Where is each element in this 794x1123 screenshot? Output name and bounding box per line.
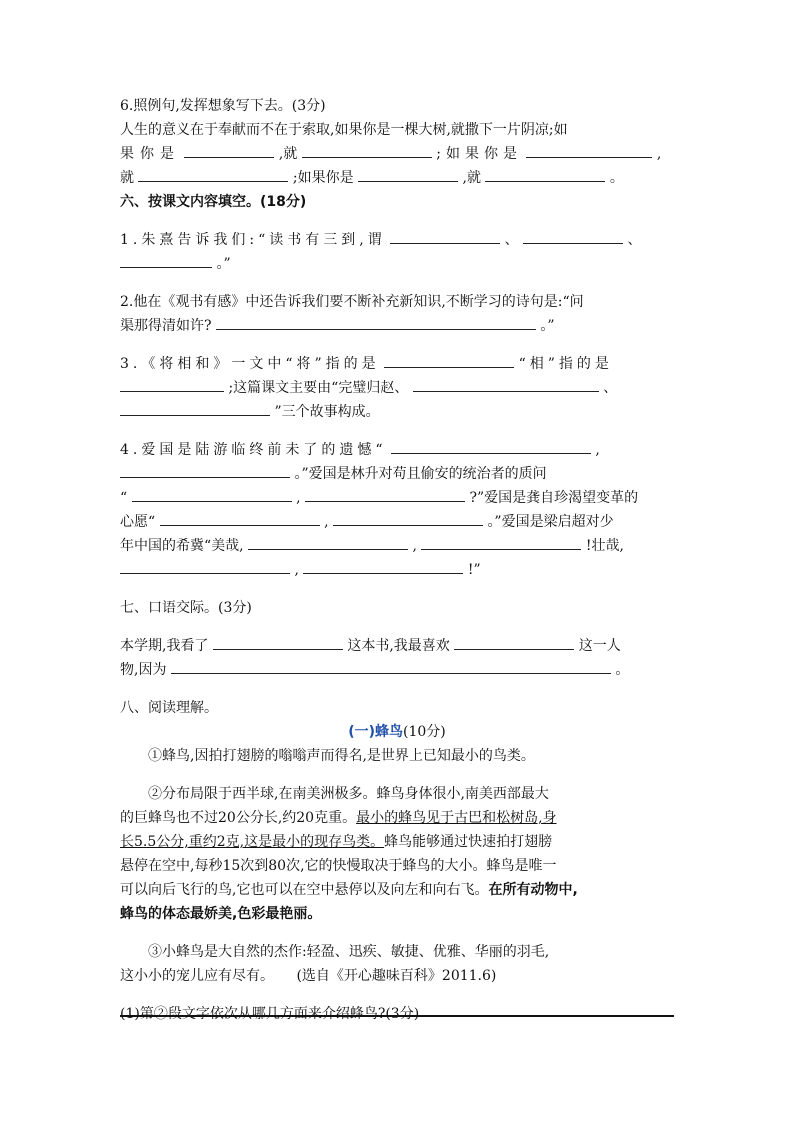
s6-q4-cont4 — [120, 534, 674, 558]
s6-q3-text: 3.《将相和》一文中“将”指的是 — [120, 356, 380, 372]
passage-text: 蜂鸟能够通过快速拍打翅膀 — [384, 834, 553, 850]
answer-blank[interactable] — [526, 143, 652, 158]
passage-text: 可以向后飞行的鸟,它也可以在空中悬停以及向左和向右飞。 — [120, 882, 489, 898]
section-8-heading: 八、阅读理解。 — [120, 700, 218, 716]
answer-blank[interactable] — [248, 535, 408, 550]
answer-blank[interactable] — [120, 377, 224, 392]
s6-q1-text: 1.朱熹告诉我们:“读书有三到,谓 — [120, 232, 386, 248]
answer-blank[interactable] — [333, 511, 483, 526]
passage-title — [120, 720, 674, 744]
s7-line2 — [120, 658, 674, 682]
s6-q4-text: !” — [467, 562, 481, 578]
answer-line[interactable] — [120, 1015, 674, 1017]
s6-q3-cont — [120, 376, 674, 400]
q6-text: ,就 — [462, 170, 481, 186]
passage-source: (选自《开心趣味百科》2011.6) — [296, 968, 497, 984]
s6-q1-text: 、 — [627, 232, 642, 248]
s6-q4-text: , — [412, 538, 417, 554]
s6-q3-text: ”三个故事构成。 — [274, 404, 380, 420]
bold-sentence: 在所有动物中, — [488, 882, 578, 898]
passage-paragraph-2 — [120, 878, 674, 902]
s6-q3-cont2 — [120, 400, 674, 424]
s6-q4-text: ?”爱国是龚自珍渴望变革的 — [469, 490, 639, 506]
s6-q4-cont2 — [120, 486, 674, 510]
reading-question-1: (1)第②段文字依次从哪几方面来介绍蜂鸟?(3分) — [120, 1006, 420, 1022]
passage-paragraph-2: ②分布局限于西半球,在南美洲极多。蜂鸟身体很小,南美西部最大 — [148, 786, 549, 802]
q6-text: , — [656, 146, 662, 162]
s7-text: 这本书,我最喜欢 — [347, 638, 450, 654]
s6-q4-text: , — [296, 490, 301, 506]
q6-text: ,就 — [278, 146, 298, 162]
s6-q4-text: , — [324, 514, 329, 530]
q6-example: 人生的意义在于奉献而不在于索取,如果你是一棵大树,就撒下一片阴凉;如 — [120, 122, 568, 138]
s6-q4-text: 。”爱国是林升对苟且偷安的统治者的质问 — [294, 466, 547, 482]
s6-q3 — [120, 352, 674, 376]
s6-q2-text: 渠那得清如许? — [120, 318, 212, 334]
answer-blank[interactable] — [303, 559, 463, 574]
passage-paragraph-2 — [120, 830, 674, 854]
s7-line1 — [120, 634, 674, 658]
passage-title-score: (10分) — [403, 724, 446, 740]
underlined-sentence: 最小的蜂鸟见于古巴和松树岛,身 — [356, 810, 557, 826]
underlined-sentence: 长5.5公分,重约2克,这是最小的现存鸟类。 — [120, 834, 385, 850]
answer-blank[interactable] — [358, 167, 458, 182]
answer-blank[interactable] — [120, 401, 270, 416]
s6-q4 — [120, 438, 674, 462]
s7-text: 。 — [615, 662, 630, 678]
s6-q3-text: ;这篇课文主要由“完璧归赵、 — [228, 380, 409, 396]
passage-paragraph-2 — [120, 806, 674, 830]
answer-blank[interactable] — [391, 439, 591, 454]
s6-q4-cont5 — [120, 558, 674, 582]
s6-q4-text: , — [595, 442, 600, 458]
s6-q4-text: , — [294, 562, 299, 578]
q6-line3 — [120, 166, 674, 190]
answer-blank[interactable] — [171, 659, 611, 674]
s6-q2-text: 。” — [540, 318, 555, 334]
s6-q4-text: 4.爱国是陆游临终前未了的遗憾“ — [120, 442, 387, 458]
answer-blank[interactable] — [213, 635, 343, 650]
answer-blank[interactable] — [160, 511, 320, 526]
q6-text: 果你是 — [120, 146, 180, 162]
s6-q3-text: 、 — [603, 380, 618, 396]
answer-blank[interactable] — [454, 635, 574, 650]
s6-q4-text: 年中国的希冀“美哉, — [120, 538, 244, 554]
q6-text: ;如果你是 — [436, 146, 522, 162]
s7-text: 物,因为 — [120, 662, 167, 678]
passage-title-label: (一)蜂鸟 — [348, 724, 404, 740]
s6-q4-text: “ — [120, 490, 128, 506]
passage-paragraph-1: ①蜂鸟,因拍打翅膀的嗡嗡声而得名,是世界上已知最小的鸟类。 — [148, 748, 535, 764]
s6-q1-text: 、 — [504, 232, 519, 248]
answer-blank[interactable] — [138, 167, 288, 182]
answer-blank[interactable] — [120, 559, 290, 574]
s6-q4-cont3 — [120, 510, 674, 534]
answer-blank[interactable] — [485, 167, 605, 182]
q6-heading: 6.照例句,发挥想象写下去。(3分) — [120, 98, 326, 114]
s6-q4-text: 。”爱国是梁启超对少 — [487, 514, 614, 530]
passage-paragraph-2: 悬停在空中,每秒15次到80次,它的快慢取决于蜂鸟的大小。蜂鸟是唯一 — [120, 858, 557, 874]
answer-blank[interactable] — [421, 535, 581, 550]
s7-text: 本学期,我看了 — [120, 638, 209, 654]
answer-blank[interactable] — [216, 315, 536, 330]
answer-blank[interactable] — [390, 229, 500, 244]
q6-line2 — [120, 142, 674, 166]
answer-blank[interactable] — [523, 229, 623, 244]
s6-q4-text: 心愿“ — [120, 514, 156, 530]
s6-q1-text: 。” — [216, 256, 231, 272]
q6-text: 。 — [609, 170, 624, 186]
s6-q4-text: !壮哉, — [585, 538, 624, 554]
q6-text: ;如果你是 — [292, 170, 354, 186]
s6-q1-cont — [120, 252, 674, 276]
exam-page — [120, 94, 674, 1026]
s6-q2: 2.他在《观书有感》中还告诉我们要不断补充新知识,不断学习的诗句是:“问 — [120, 294, 584, 310]
s7-text: 这一人 — [578, 638, 621, 654]
passage-paragraph-3 — [120, 964, 674, 988]
s6-q1 — [120, 228, 674, 252]
answer-blank[interactable] — [132, 487, 292, 502]
answer-blank[interactable] — [302, 143, 432, 158]
passage-text: 这小小的宠儿应有尽有。 — [120, 968, 274, 984]
s6-q4-cont — [120, 462, 674, 486]
answer-blank[interactable] — [305, 487, 465, 502]
section-6-heading: 六、按课文内容填空。(18分) — [120, 194, 307, 210]
answer-blank[interactable] — [120, 463, 290, 478]
passage-text: 的巨蜂鸟也不过20公分长,约20克重。 — [120, 810, 357, 826]
answer-blank[interactable] — [384, 353, 514, 368]
s6-q3-text: “相”指的是 — [518, 356, 613, 372]
s6-q2-cont — [120, 314, 674, 338]
q6-text: 就 — [120, 170, 134, 186]
section-7-heading: 七、口语交际。(3分) — [120, 600, 252, 616]
passage-paragraph-3: ③小蜂鸟是大自然的杰作:轻盈、迅疾、敏捷、优雅、华丽的羽毛, — [148, 944, 550, 960]
answer-blank[interactable] — [184, 143, 274, 158]
answer-blank[interactable] — [413, 377, 599, 392]
bold-sentence: 蜂鸟的体态最娇美,色彩最艳丽。 — [120, 906, 322, 922]
answer-blank[interactable] — [120, 253, 212, 268]
